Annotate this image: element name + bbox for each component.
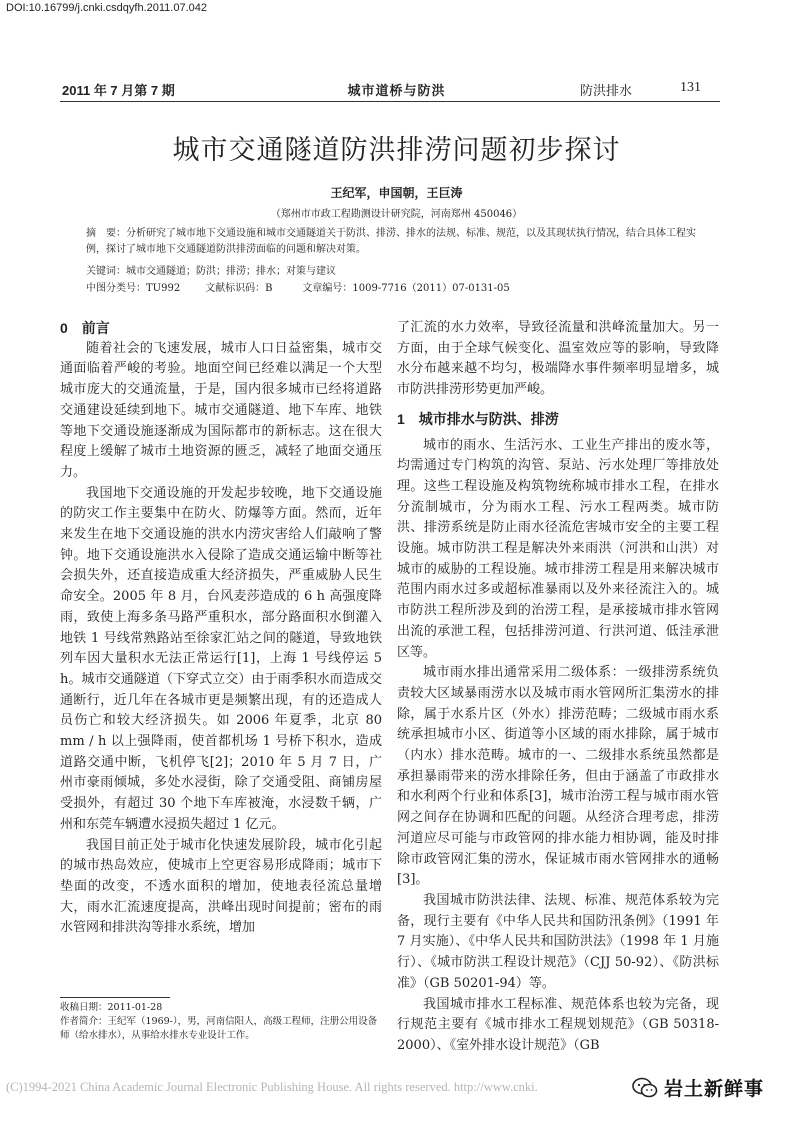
section-heading-1: 1 城市排水与防洪、排涝	[397, 410, 559, 427]
right-column	[397, 318, 719, 1057]
doi: DOI:10.16799/j.cnki.csdqyfh.2011.07.042	[6, 2, 207, 14]
article-title: 城市交通隧道防洪排涝问题初步探讨	[172, 135, 621, 166]
watermark-text: 岩土新鲜事	[664, 1079, 765, 1100]
classification-line	[86, 279, 510, 294]
document-code: 文献标识码：B	[205, 283, 273, 294]
author-bio: 作者简介：王纪军（1969-），男，河南信阳人，高级工程师，注册公用设备师（给水排水），从事给水排水专业设计工作。	[60, 1016, 378, 1041]
affiliation: （郑州市市政工程勘测设计研究院，河南郑州 450046）	[270, 209, 523, 220]
paragraph: 了汇流的水力效率，导致径流量和洪峰流量加大。另一方面，由于全球气候变化、温室效应等的影响，导致降水分布越来越不均匀，极端降水事件频率明显增多，城市防洪排涝形势更加严峻。	[397, 320, 719, 398]
page-number: 131	[680, 80, 701, 95]
footnote	[60, 1001, 380, 1043]
keywords: 关键词：城市交通隧道；防洪；排涝；排水；对策与建议	[86, 266, 336, 277]
paragraph: 我国城市排水工程标准、规范体系也较为完备，现行规范主要有《城市排水工程规划规范》（GB 50318-2000）、《室外排水设计规范》（GB	[397, 996, 719, 1053]
paragraph: 城市的雨水、生活污水、工业生产排出的废水等，均需通过专门构筑的沟管、泵站、污水处理厂等排放处理。这些工程设施及构筑物统称城市排水工程，在排水分流制城市，分为雨水工程、污水工程两类。城市防洪、排涝系统是防止雨水径流危害城市安全的主要工程设施。城市防洪工程是解决外来雨洪（河洪和山洪）对城市的威胁的工程设施。城市排涝工程是用来解决城市范围内雨水过多或超标准暴雨以及外来径流注入的。城市防洪工程所涉及到的治涝工程，是承接城市排水管网出流的承泄工程，包括排涝河道、行洪河道、低洼承泄区等。	[397, 437, 719, 660]
paragraph: 我国城市防洪法律、法规、标准、规范体系较为完备，现行主要有《中华人民共和国防汛条例》（1991 年 7 月实施）、《中华人民共和国防洪法》（1998 年 1 月施行）、《城市防洪工程设计规范》（CJJ 50-92）、《防洪标准》（GB 50201-94）等。	[397, 892, 719, 991]
paragraph: 随着社会的飞速发展，城市人口日益密集，城市交通面临着严峻的考验。地面空间已经难以满足一个大型城市庞大的交通流量，于是，国内很多城市已经将道路交通建设延续到地下。城市交通隧道、地下车库、地铁等地下交通设施逐渐成为国际都市的新标志。这在很大程度上缓解了城市土地资源的匮乏，减轻了地面交通压力。	[60, 340, 382, 480]
paragraph: 城市雨水排出通常采用二级体系：一级排涝系统负责较大区域暴雨涝水以及城市雨水管网所汇集涝水的排除，属于水系片区（外水）排涝范畴；二级城市雨水系统承担城市小区、街道等小区域的雨水排除，属于城市（内水）排水范畴。城市的一、二级排水系统虽然都是承担暴雨带来的涝水排除任务，但由于涵盖了市政排水和水利两个行业和体系[3]，城市治涝工程与城市雨水管网之间存在协调和匹配的问题。从经济合理考虑，排涝河道应尽可能与市政管网的排水能力相协调，能及时排除市政管网汇集的涝水，保证城市雨水管网排水的通畅[3]。	[397, 665, 719, 888]
footnote-rule	[60, 997, 170, 998]
received-date: 收稿日期：2011-01-28	[60, 1002, 163, 1013]
journal-name: 城市道桥与防洪	[347, 83, 446, 98]
issue-date: 2011 年 7 月第 7 期	[62, 83, 175, 98]
paragraph: 我国目前正处于城市化快速发展阶段，城市化引起的城市热岛效应，使城市上空更容易形成降雨；城市下垫面的改变，不透水面积的增加，使地表径流总量增大，雨水汇流速度提高，洪峰出现时间提前；密布的雨水管网和排洪沟等排水系统，增加	[60, 837, 382, 936]
section-name: 防洪排水	[580, 83, 633, 98]
article-number: 文章编号：1009-7716（2011）07-0131-05	[302, 283, 510, 294]
paragraph: 我国地下交通设施的开发起步较晚，地下交通设施的防灾工作主要集中在防火、防爆等方面。然而，近年来发生在地下交通设施的洪水内涝灾害给人们敲响了警钟。地下交通设施洪水入侵除了造成交通运输中断等社会损失外，还直接造成重大经济损失，严重威胁人民生命安全。2005 年 8 月，台风麦莎造成的 6 h 高强度降雨，致使上海多条马路严重积水，部分路面积水倒灌入地铁 1 号线常熟路站至徐家汇站之间的隧道，导致地铁列车因大量积水无法正常运行[1]，上海 1 号线停运 5 h。城市交通隧道（下穿式立交）由于雨季积水而造成交通断行，近几年在各城市更是频繁出现，有的还造成人员伤亡和较大经济损失。如 2006 年夏季，北京 80 mm / h 以上强降雨，使首都机场 1 号桥下积水，造成道路交通中断，飞机停飞[2]；2010 年 5 月 7 日，广州市豪雨倾城，多处水浸街，除了交通受阻、商铺房屋受损外，有超过 30 个地下车库被淹，水浸数千辆，广州和东莞车辆遭水浸损失超过 1 亿元。	[60, 485, 382, 832]
header-rule	[60, 101, 720, 102]
watermark	[632, 1074, 764, 1101]
left-column	[60, 318, 382, 939]
abstract: 摘 要：分析研究了城市地下交通设施和城市交通隧道关于防洪、排涝、排水的法规、标准、规范，以及其现状执行情况，结合具体工程实例，探讨了城市地下交通隧道防洪排涝面临的问题和解决对策。	[86, 228, 696, 255]
wechat-icon	[632, 1077, 658, 1099]
copyright-footer: (C)1994-2021 China Academic Journal Electronic Publishing House. All rights reserved. http://www.cnki.	[6, 1080, 538, 1094]
section-heading-0: 0 前言	[60, 320, 110, 336]
authors: 王纪军，申国朝，王巨涛	[330, 186, 463, 200]
clc-number: 中图分类号：TU992	[86, 283, 181, 294]
